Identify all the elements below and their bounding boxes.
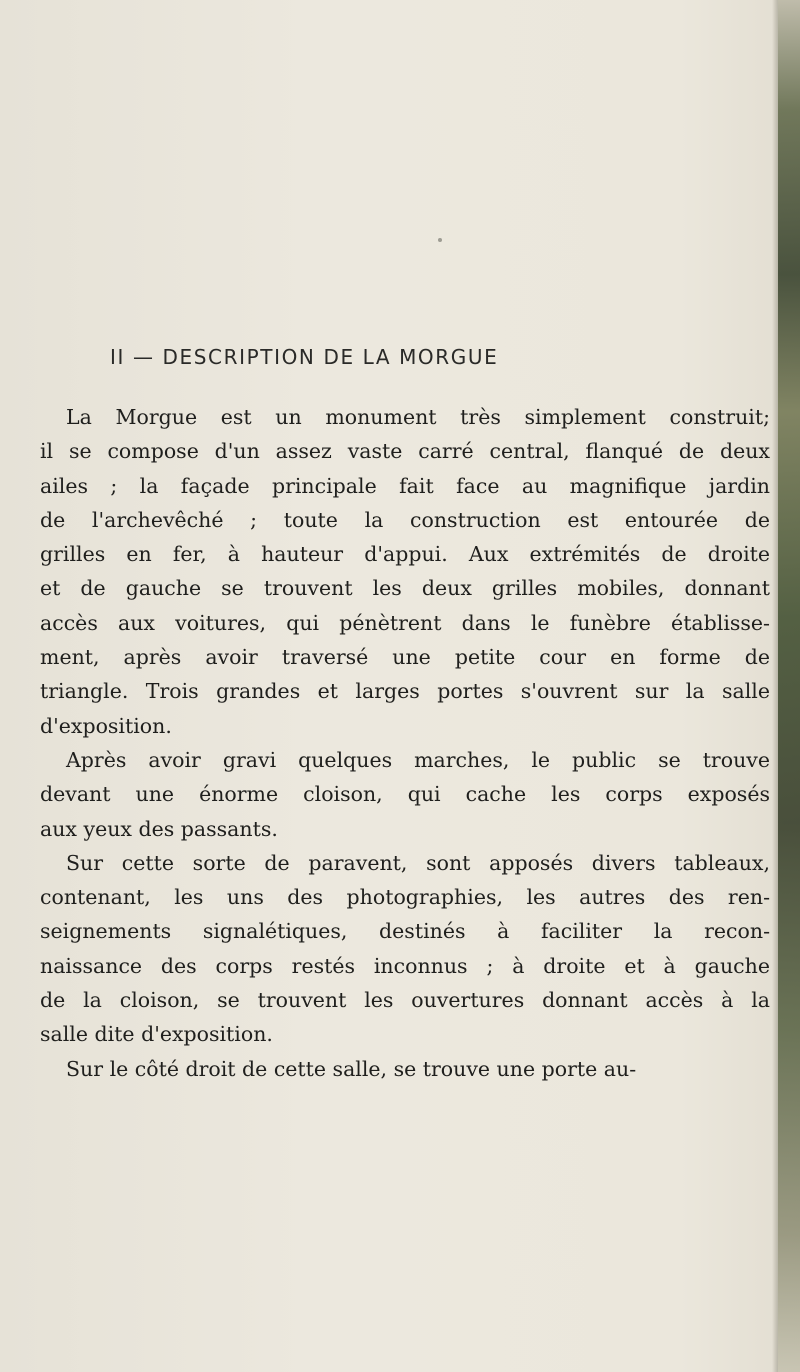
text-line: salle dite d'exposition. <box>40 1022 273 1047</box>
text-line: aux yeux des passants. <box>40 816 278 841</box>
text-line: seignements signalétiques, destinés à faciliter la recon- <box>40 919 770 944</box>
text-line: il se compose d'un assez vaste carré central, flanqué de deux <box>40 439 770 464</box>
text-line: Sur cette sorte de paravent, sont apposés divers tableaux, <box>66 850 770 875</box>
paper-speck <box>438 238 442 242</box>
text-line: triangle. Trois grandes et larges portes s'ouvrent sur la salle <box>40 679 770 704</box>
text-line: naissance des corps restés inconnus ; à droite et à gauche <box>40 953 770 978</box>
page-edge-strip <box>778 0 800 1372</box>
body-text <box>40 400 770 1086</box>
chapter-heading: II — DESCRIPTION DE LA MORGUE <box>110 345 499 369</box>
text-line: Après avoir gravi quelques marches, le public se trouve <box>66 747 770 772</box>
text-line: de la cloison, se trouvent les ouvertures donnant accès à la <box>40 988 770 1013</box>
text-line: ailes ; la façade principale fait face au magnifique jardin <box>40 473 770 498</box>
text-line: de l'archevêché ; toute la construction est entourée de <box>40 507 770 532</box>
text-line: devant une énorme cloison, qui cache les corps exposés <box>40 782 770 807</box>
text-line: La Morgue est un monument très simplement construit; <box>66 405 770 429</box>
text-line: d'exposition. <box>40 713 172 738</box>
text-line: grilles en fer, à hauteur d'appui. Aux extrémités de droite <box>40 542 770 567</box>
text-line: accès aux voitures, qui pénètrent dans le funèbre établisse- <box>40 610 770 635</box>
text-line: Sur le côté droit de cette salle, se trouve une porte au- <box>66 1056 637 1081</box>
text-line: contenant, les uns des photographies, les autres des ren- <box>40 885 770 910</box>
text-line: et de gauche se trouvent les deux grilles mobiles, donnant <box>40 576 770 601</box>
text-line: ment, après avoir traversé une petite cour en forme de <box>40 645 770 670</box>
